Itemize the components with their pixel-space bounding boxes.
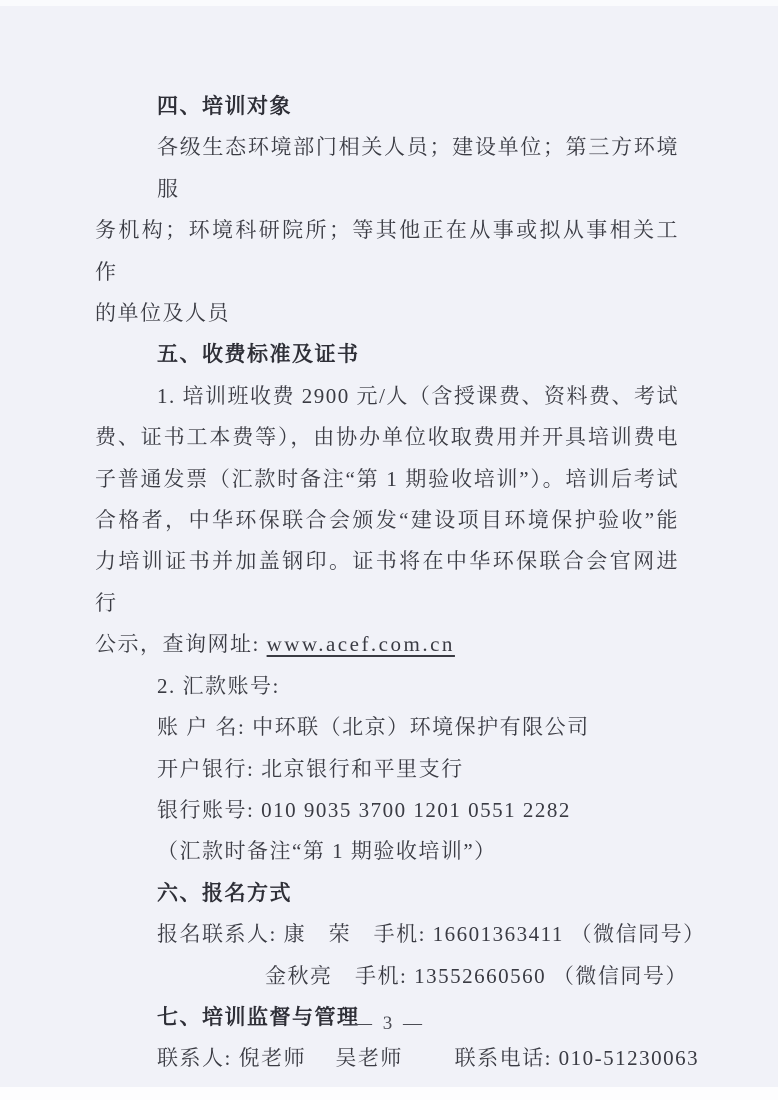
text-line: 1. 培训班收费 2900 元/人（含授课费、资料费、考试 xyxy=(157,383,679,408)
text-line xyxy=(95,624,679,665)
text-line: 费、证书工本费等），由协办单位收取费用并开具培训费电 xyxy=(95,425,679,450)
text-line: 联系人: 倪老师 吴老师 联系电话: 010-51230063 xyxy=(157,1046,700,1071)
section-heading: 五、收费标准及证书 xyxy=(157,342,360,367)
text-line: 合格者，中华环保联合会颁发“建设项目环境保护验收”能 xyxy=(95,508,679,533)
document-body xyxy=(95,86,706,1080)
text-line: 金秋亮 手机: 13552660560 （微信同号） xyxy=(265,963,688,988)
text-line: 子普通发票（汇款时备注“第 1 期验收培训”）。培训后考试 xyxy=(95,466,679,491)
text-line: 的单位及人员 xyxy=(95,301,230,326)
section-heading: 七、培训监督与管理 xyxy=(157,1004,360,1029)
page-number: — 3 — xyxy=(353,1013,425,1034)
text-line: 务机构；环境科研院所；等其他正在从事或拟从事相关工作 xyxy=(95,218,679,284)
text-line: 力培训证书并加盖钢印。证书将在中华环保联合会官网进行 xyxy=(95,549,679,615)
url-line-prefix: 公示，查询网址: xyxy=(95,632,267,657)
text-line: 账 户 名: 中环联（北京）环境保护有限公司 xyxy=(157,715,590,740)
text-line: （汇款时备注“第 1 期验收培训”） xyxy=(157,839,497,864)
text-line: 报名联系人: 康 荣 手机: 16601363411 （微信同号） xyxy=(157,922,706,947)
section-heading: 六、报名方式 xyxy=(157,880,292,905)
text-line: 各级生态环境部门相关人员；建设单位；第三方环境服 xyxy=(157,135,679,201)
text-line: 2. 汇款账号: xyxy=(157,673,280,698)
section-heading: 四、培训对象 xyxy=(157,94,292,118)
website-link[interactable]: www.acef.com.cn xyxy=(266,632,455,657)
text-line: 银行账号: 010 9035 3700 1201 0551 2282 xyxy=(157,797,571,822)
text-line: 开户银行: 北京银行和平里支行 xyxy=(157,756,464,781)
